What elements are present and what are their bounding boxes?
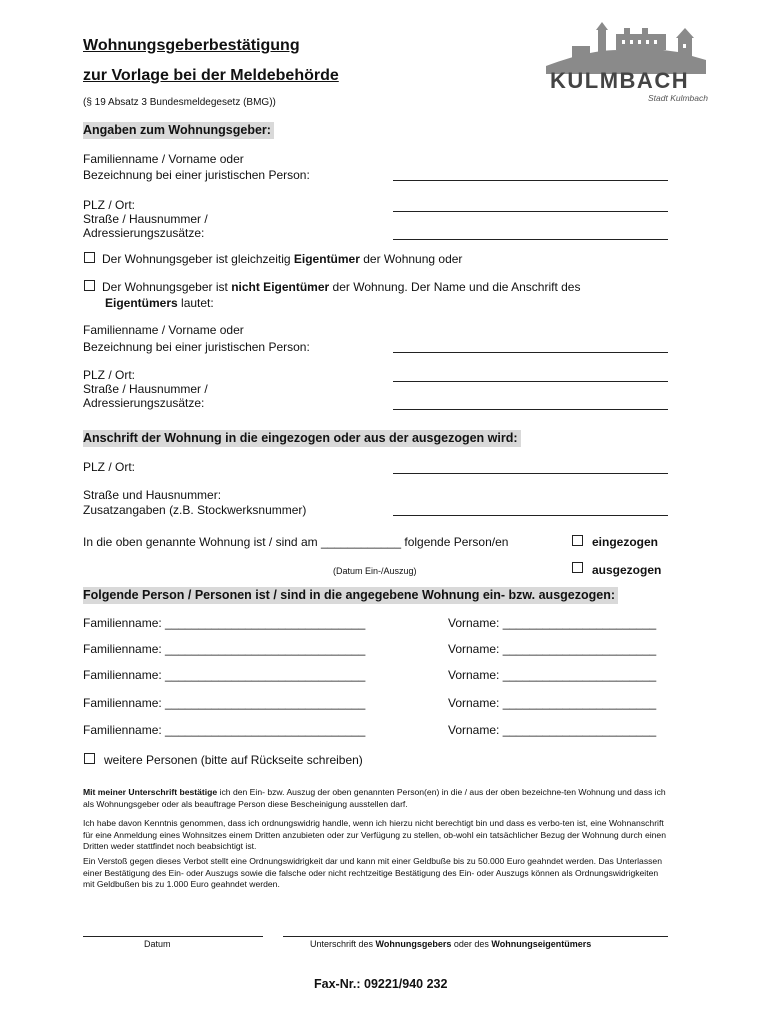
landlord-street-label-2: Adressierungszusätze:: [83, 226, 205, 240]
apartment-plz-field[interactable]: [393, 473, 668, 474]
person-4-firstname[interactable]: Vorname: _______________________: [448, 696, 657, 710]
page-subtitle: zur Vorlage bei der Meldebehörde: [83, 67, 339, 84]
owner-is-landlord-checkbox[interactable]: [84, 252, 95, 263]
landlord-name-label-1: Familienname / Vorname oder: [83, 152, 244, 166]
owner-name-label-2: Bezeichnung bei einer juristischen Person:: [83, 340, 310, 354]
owner-plz-label: PLZ / Ort:: [83, 368, 136, 382]
legal-paragraph-3: Ein Verstoß gegen dieses Verbot stellt eine Ordnungswidrigkeit dar und kann mit einer Geldbuße bis zu 50.000 Euro geahndet werden. Das Unterlassen einer Bestätigung des Ein- oder Auszugs sowie die falsche oder nicht rechtzeitige Bestätigung des Ein- oder Auszugs können als Ordnungswidrigkeiten mit Geldbußen bis zu 1.000 Euro geahndet werden.: [83, 856, 662, 889]
owner-option-1: Der Wohnungsgeber ist gleichzeitig Eigentümer der Wohnung oder: [102, 252, 463, 266]
person-2-surname[interactable]: Familienname: ______________________________: [83, 642, 366, 656]
more-persons-checkbox[interactable]: [84, 753, 95, 764]
person-1-surname[interactable]: Familienname: ______________________________: [83, 616, 366, 630]
date-signature-line[interactable]: [83, 936, 263, 937]
moved-in-checkbox[interactable]: [572, 535, 583, 546]
landlord-plz-label: PLZ / Ort:: [83, 198, 136, 212]
person-2-firstname[interactable]: Vorname: _______________________: [448, 642, 657, 656]
owner-option-2: Der Wohnungsgeber ist nicht Eigentümer der Wohnung. Der Name und die Anschrift des: [102, 280, 581, 294]
owner-name-field[interactable]: [393, 352, 668, 353]
owner-street-field[interactable]: [393, 409, 668, 410]
landlord-street-field[interactable]: [393, 239, 668, 240]
person-3-surname[interactable]: Familienname: ______________________________: [83, 668, 366, 682]
legal-paragraph-1: Mit meiner Unterschrift bestätige ich den Ein- bzw. Auszug der oben genannten Person(en) in die / aus der oben bezeichne-ten Wohnung und dass ich als Wohnungsgeber oder als beauftrage Person diese Bescheinigung ausstellen darf.: [83, 787, 666, 809]
owner-option-2-line2: Eigentümers lautet:: [105, 296, 214, 310]
fax-number: Fax-Nr.: 09221/940 232: [314, 977, 448, 991]
logo-subtext: Stadt Kulmbach: [647, 93, 708, 103]
section-landlord-heading: Angaben zum Wohnungsgeber:: [83, 122, 274, 139]
signature-line[interactable]: [283, 936, 668, 937]
law-reference: (§ 19 Absatz 3 Bundesmeldegesetz (BMG)): [83, 97, 276, 108]
moved-out-label: ausgezogen: [592, 563, 662, 577]
moved-out-checkbox[interactable]: [572, 562, 583, 573]
landlord-name-label-2: Bezeichnung bei einer juristischen Person:: [83, 168, 310, 182]
owner-street-label-1: Straße / Hausnummer /: [83, 382, 208, 396]
person-5-surname[interactable]: Familienname: ______________________________: [83, 723, 366, 737]
section-apartment-heading: Anschrift der Wohnung in die eingezogen oder aus der ausgezogen wird:: [83, 430, 521, 447]
landlord-plz-field[interactable]: [393, 211, 668, 212]
page-title: Wohnungsgeberbestätigung: [83, 37, 300, 54]
logo-text: KULMBACH: [550, 68, 690, 93]
apartment-street-label-2: Zusatzangaben (z.B. Stockwerksnummer): [83, 503, 307, 517]
apartment-street-field[interactable]: [393, 515, 668, 516]
legal-paragraph-2: Ich habe davon Kenntnis genommen, dass ich ordnungswidrig handle, wenn ich hierzu nicht berechtigt bin und dass es verbo-ten ist, eine Wohnanschrift für eine Anmeldung eines Wohnsitzes einem Dritten anzubieten oder zur Verfügung zu stellen, ob-wohl ein tatsächlicher Bezug der Wohnung durch einen Dritten weder stattfindet noch beabsichtigt ist.: [83, 818, 666, 851]
person-3-firstname[interactable]: Vorname: _______________________: [448, 668, 657, 682]
signature-label: Unterschrift des Wohnungsgebers oder des Wohnungseigentümers: [310, 939, 592, 949]
kulmbach-logo: [538, 20, 710, 106]
owner-street-label-2: Adressierungszusätze:: [83, 396, 205, 410]
more-persons-label: weitere Personen (bitte auf Rückseite schreiben): [104, 753, 363, 767]
person-1-firstname[interactable]: Vorname: _______________________: [448, 616, 657, 630]
owner-not-landlord-checkbox[interactable]: [84, 280, 95, 291]
apartment-plz-label: PLZ / Ort:: [83, 460, 136, 474]
moved-in-label: eingezogen: [592, 535, 659, 549]
landlord-street-label-1: Straße / Hausnummer /: [83, 212, 208, 226]
apartment-street-label-1: Straße und Hausnummer:: [83, 488, 222, 502]
owner-plz-field[interactable]: [393, 381, 668, 382]
section-persons-heading: Folgende Person / Personen ist / sind in die angegebene Wohnung ein- bzw. ausgezogen:: [83, 587, 618, 604]
date-label: Datum: [144, 939, 171, 949]
landlord-name-field[interactable]: [393, 180, 668, 181]
person-4-surname[interactable]: Familienname: ______________________________: [83, 696, 366, 710]
move-date-sentence: In die oben genannte Wohnung ist / sind am ____________ folgende Person/en: [83, 535, 509, 549]
move-date-caption: (Datum Ein-/Auszug): [333, 566, 417, 576]
person-5-firstname[interactable]: Vorname: _______________________: [448, 723, 657, 737]
owner-name-label-1: Familienname / Vorname oder: [83, 323, 244, 337]
